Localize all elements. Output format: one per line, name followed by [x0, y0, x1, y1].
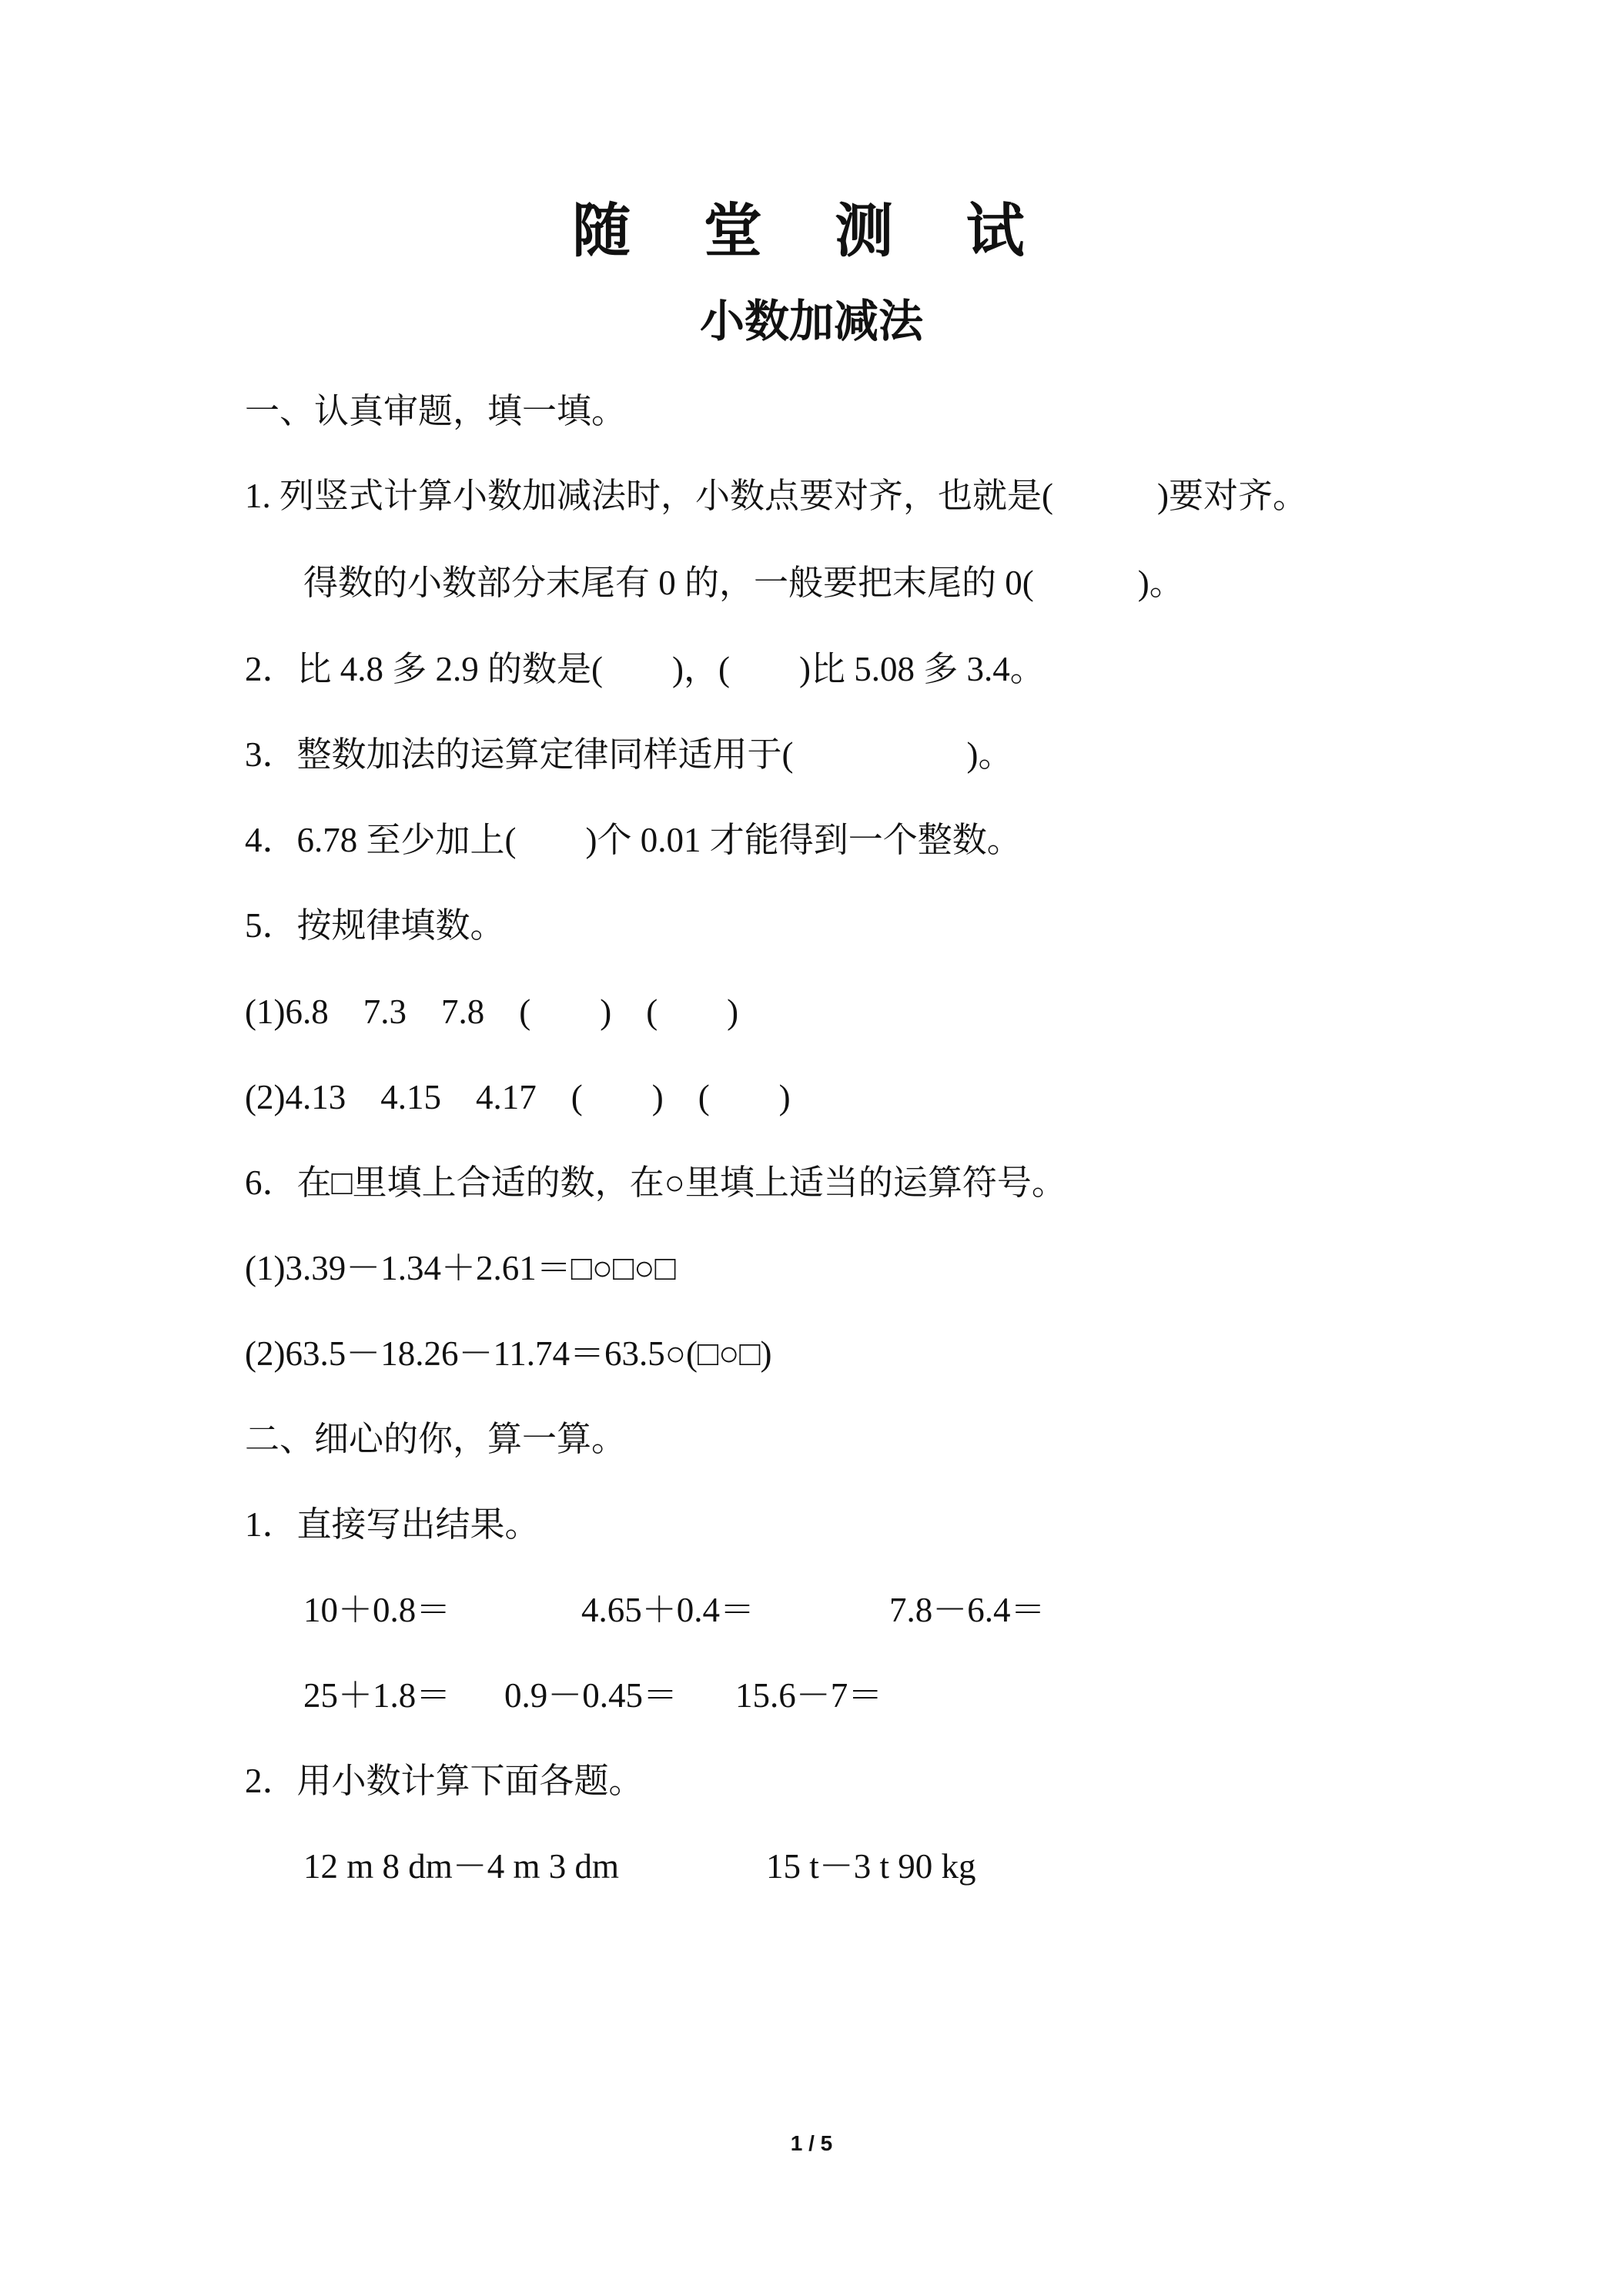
page-number: 1 / 5 — [790, 2131, 833, 2155]
calc-item: 0.9－0.45＝ — [504, 1676, 678, 1715]
unit-calc-item: 15 t－3 t 90 kg — [766, 1847, 976, 1886]
calc-item: 4.65＋0.4＝ — [581, 1591, 755, 1629]
page-subtitle: 小数加减法 — [699, 295, 923, 347]
question-5-part-2: (2)4.13 4.15 4.17 ( ) ( ) — [245, 1078, 791, 1116]
question-3: 3．整数加法的运算定律同样适用于( )。 — [245, 735, 1013, 774]
unit-calc-item: 12 m 8 dm－4 m 3 dm — [303, 1847, 620, 1886]
section-1-heading: 一、认真审题，填一填。 — [245, 392, 627, 430]
calc-item: 15.6－7＝ — [735, 1676, 883, 1715]
question-4: 4．6.78 至少加上( )个 0.01 才能得到一个整数。 — [245, 821, 1022, 859]
question-1-line-2: 得数的小数部分末尾有 0 的，一般要把末尾的 0( )。 — [303, 564, 1184, 602]
question-6: 6．在□里填上合适的数，在○里填上适当的运算符号。 — [245, 1163, 1066, 1202]
calc-item: 7.8－6.4＝ — [889, 1591, 1046, 1629]
calc-item: 10＋0.8＝ — [303, 1591, 451, 1629]
calc-item: 25＋1.8＝ — [303, 1676, 451, 1715]
question-2: 2．比 4.8 多 2.9 的数是( )，( )比 5.08 多 3.4。 — [245, 650, 1045, 688]
question-6-part-2: (2)63.5－18.26－11.74＝63.5○(□○□) — [245, 1334, 772, 1373]
section-2-heading: 二、细心的你，算一算。 — [245, 1420, 627, 1458]
question-1-line-1: 1. 列竖式计算小数加减法时，小数点要对齐，也就是( )要对齐。 — [245, 477, 1307, 515]
page-title: 随 堂 测 试 — [572, 196, 1051, 265]
question-6-part-1: (1)3.39－1.34＋2.61＝□○□○□ — [245, 1249, 676, 1287]
section-2-question-1: 1．直接写出结果。 — [245, 1505, 540, 1544]
question-5: 5．按规律填数。 — [245, 906, 505, 945]
section-2-question-2: 2．用小数计算下面各题。 — [245, 1762, 644, 1800]
question-5-part-1: (1)6.8 7.3 7.8 ( ) ( ) — [245, 992, 739, 1031]
